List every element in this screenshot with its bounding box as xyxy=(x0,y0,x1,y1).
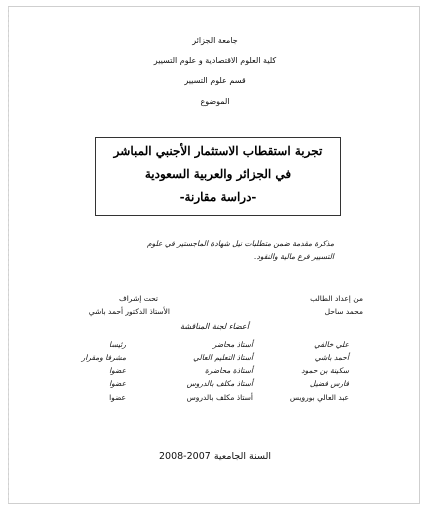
faculty-name: كلية العلوم الاقتصادية و علوم التسيير xyxy=(153,56,277,65)
member-rank: أستاذ التعليم العالي xyxy=(193,353,253,362)
committee-title: أعضاء لجنة المناقشة xyxy=(180,322,249,331)
committee-row xyxy=(0,340,430,353)
thesis-title-box xyxy=(95,137,341,216)
subject-label: الموضوع xyxy=(200,97,230,106)
supervisor-name: الأستاذ الدكتور أحمد باشي xyxy=(88,307,170,316)
member-name: علي خالفي xyxy=(314,340,349,349)
university-name: جامعة الجزائر xyxy=(192,36,238,45)
member-name: عبد العالي بورويس xyxy=(289,393,349,402)
thesis-title-line-2: في الجزائر والعربية السعودية xyxy=(144,167,292,181)
committee-row xyxy=(0,366,430,379)
member-role: عضوا xyxy=(109,379,126,388)
thesis-title-line-1: تجربة استقطاب الاستثمار الأجنبي المباشر xyxy=(113,144,323,158)
member-rank: أستاذ محاضر xyxy=(212,340,253,349)
thesis-title-line-3: -دراسة مقارنة- xyxy=(179,190,257,204)
member-name: فارس فضيل xyxy=(309,379,349,388)
student-name: محمد ساحل xyxy=(324,307,363,316)
committee-row xyxy=(0,379,430,392)
prepared-by-label: من إعداد الطالب xyxy=(310,294,363,303)
memo-description: مذكرة مقدمة ضمن متطلبات نيل شهادة الماجستير في علوم التسيير فرع مالية والنقود. xyxy=(146,239,334,261)
committee-row xyxy=(0,393,430,406)
member-role: مشرفا ومقرار xyxy=(81,353,126,362)
academic-year: السنة الجامعية 2007-2008 xyxy=(158,451,271,462)
department-name: قسم علوم التسيير xyxy=(184,76,246,85)
member-rank: أستاذ مكلف بالدروس xyxy=(186,393,253,402)
member-role: عضوا xyxy=(109,366,126,375)
member-name: سكينة بن حمود xyxy=(301,366,349,375)
member-name: أحمد باشي xyxy=(314,353,349,362)
committee-row xyxy=(0,353,430,366)
supervisor-label: تحت إشراف xyxy=(118,294,158,303)
member-role: رئيسا xyxy=(109,340,126,349)
member-rank: أستاذة محاضرة xyxy=(204,366,253,375)
member-rank: أستاذ مكلف بالدروس xyxy=(186,379,253,388)
member-role: عضوا xyxy=(109,393,126,402)
